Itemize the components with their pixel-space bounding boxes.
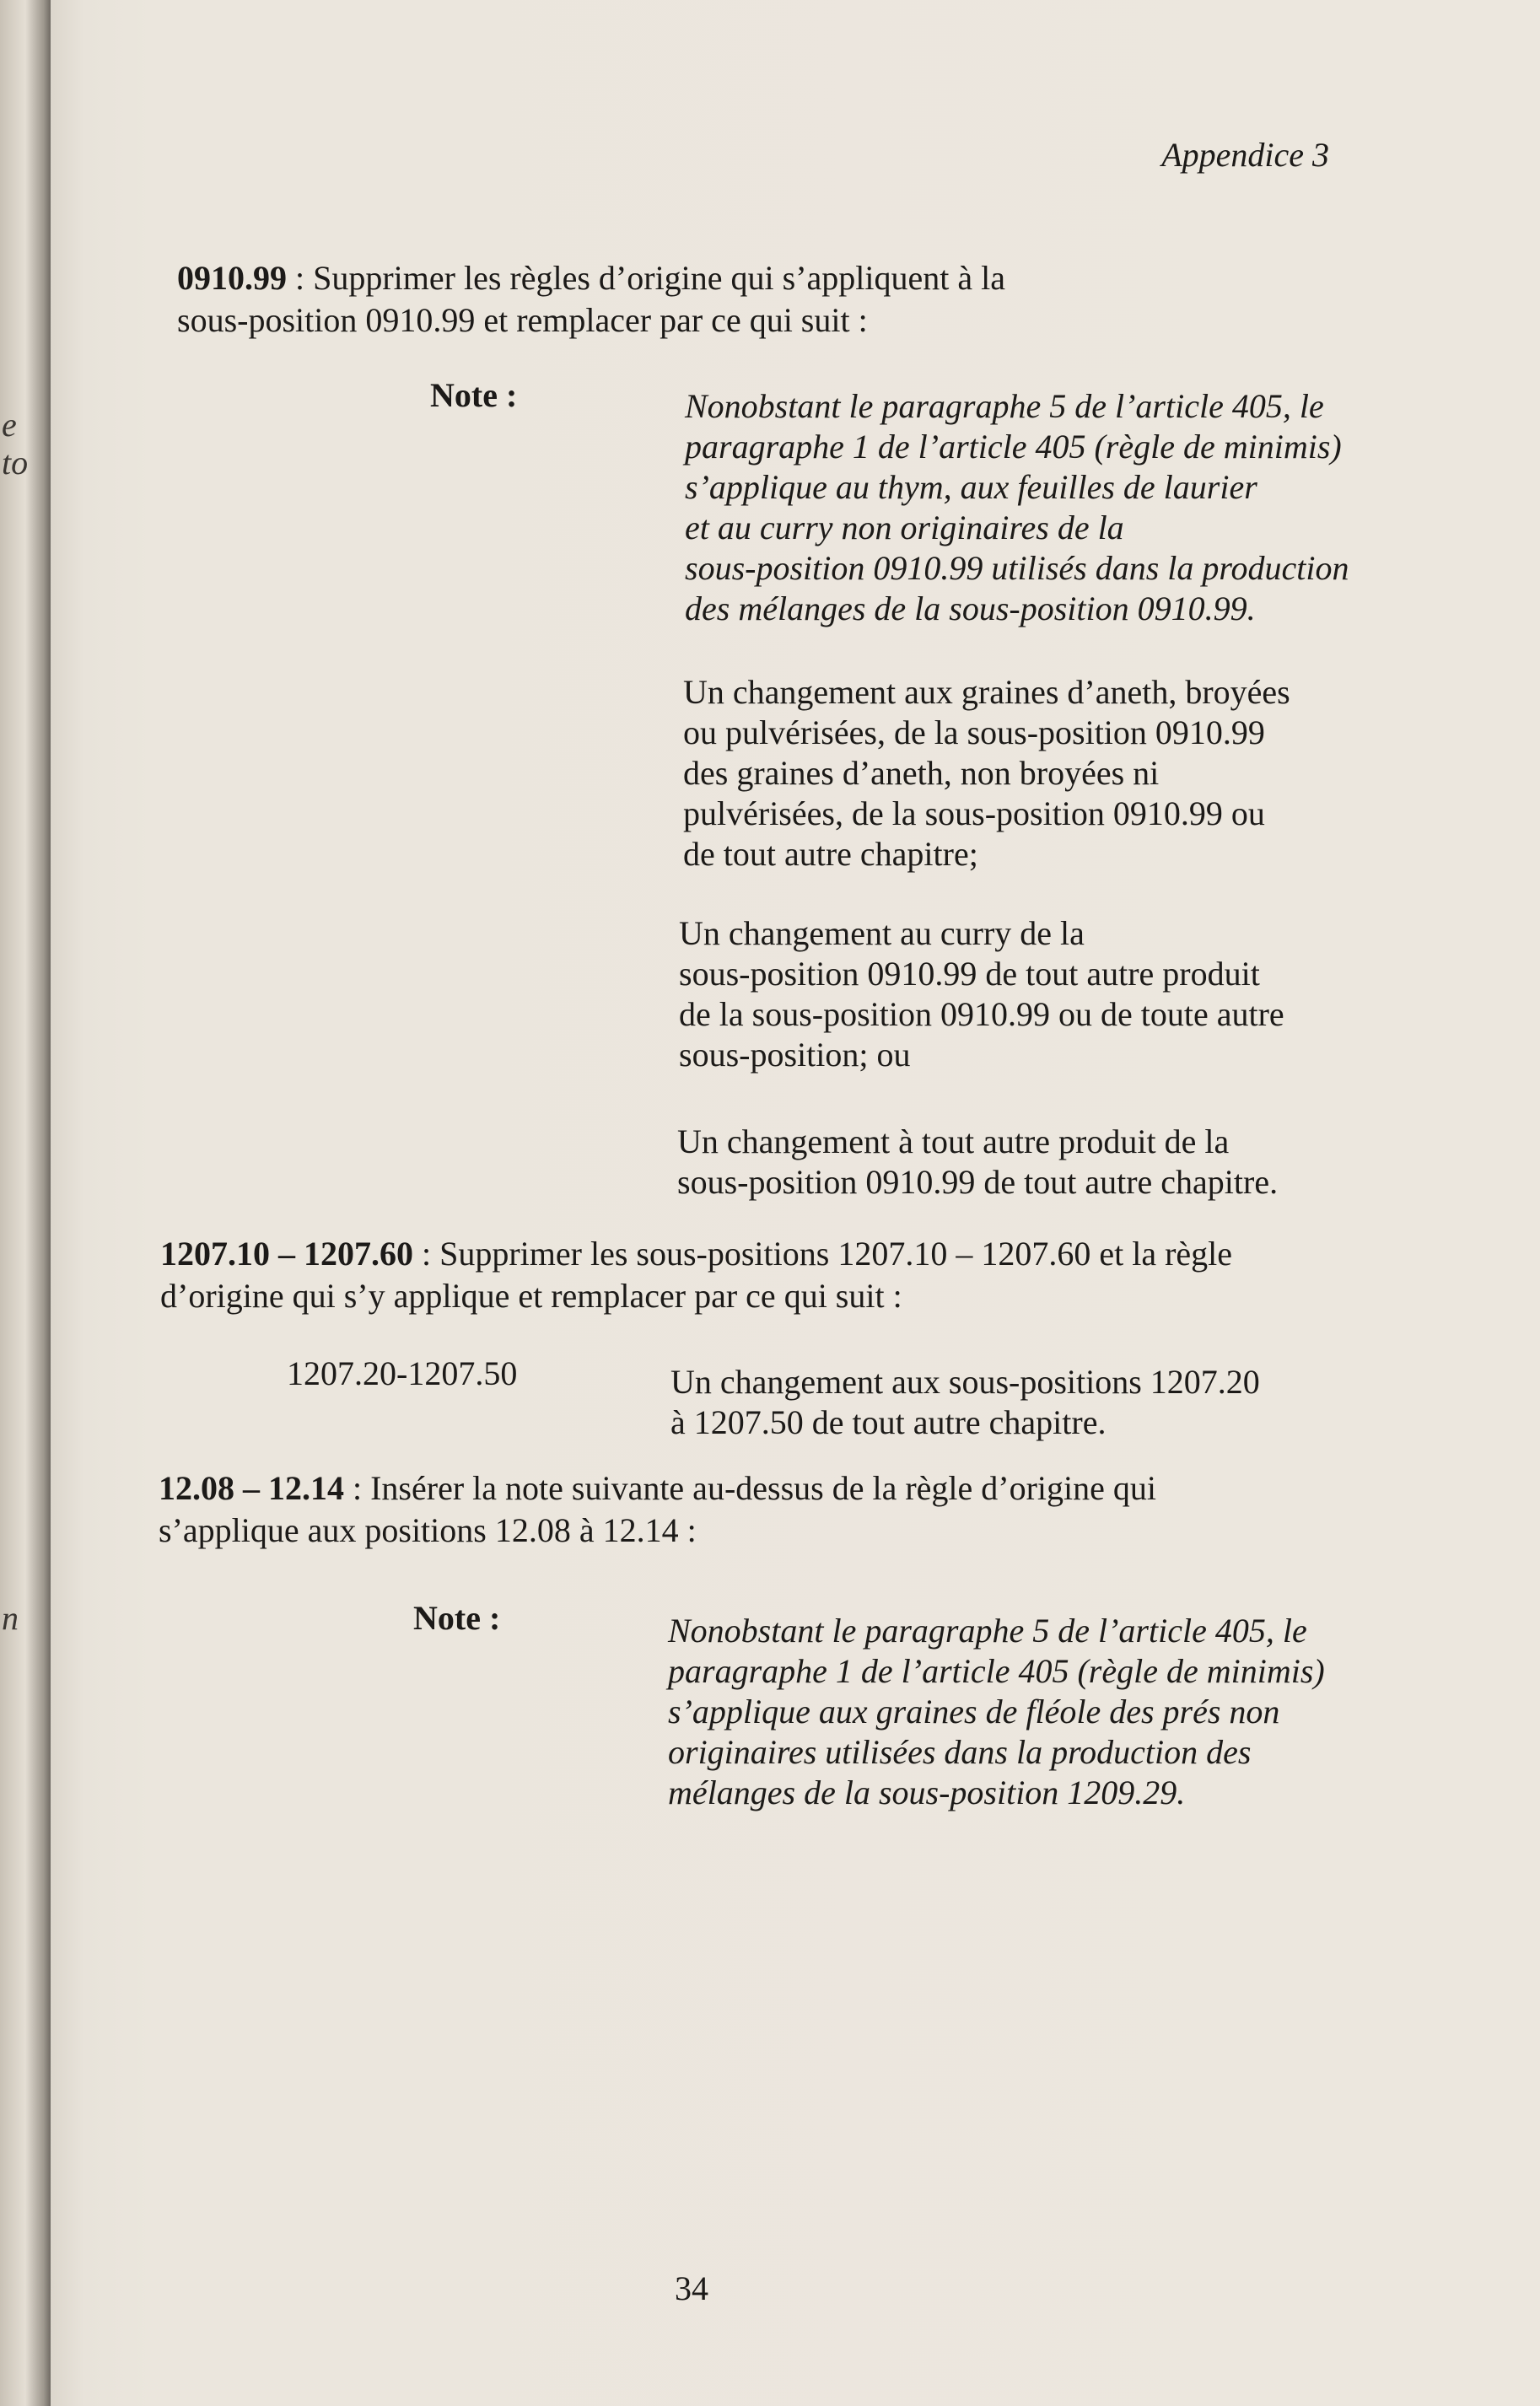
rule-line: ou pulvérisées, de la sous-position 0910.99 [683,713,1265,751]
rule-text: : Supprimer les sous-positions 1207.10 – 1207.60 et la règle [413,1235,1233,1273]
left-page-fragment: n [2,1599,19,1637]
note-line: et au curry non originaires de la [685,509,1124,546]
note-line: mélanges de la sous-position 1209.29. [668,1774,1186,1811]
note-line: Nonobstant le paragraphe 5 de l’article 405, le [685,387,1324,425]
rule-line: Un changement au curry de la [679,914,1085,952]
note-line: s’applique au thym, aux feuilles de laurier [685,468,1257,506]
note-text [668,1611,1325,1813]
rule-line: de la sous-position 0910.99 ou de toute autre [679,995,1284,1033]
rule-text: sous-position 0910.99 et remplacer par ce qui suit : [177,301,868,339]
rule-text: s’applique aux positions 12.08 à 12.14 : [159,1511,697,1549]
note-line: s’applique aux graines de fléole des prés non [668,1693,1280,1730]
document-page [51,0,1540,2406]
note-line: des mélanges de la sous-position 0910.99. [685,589,1256,627]
rule-line: de tout autre chapitre; [683,835,978,873]
rule-1207-heading [160,1233,1232,1317]
rule-change-2 [679,913,1284,1075]
book-spine [0,0,51,2406]
note-line: paragraphe 1 de l’article 405 (règle de minimis) [685,428,1342,466]
left-page-fragment: e [2,406,17,444]
rule-change-1207 [670,1362,1260,1443]
note-text [685,386,1349,629]
rule-line: Un changement aux sous-positions 1207.20 [670,1363,1260,1401]
left-page-fragment: to [2,444,29,482]
rule-change-1 [683,672,1290,875]
rule-0910-heading [177,257,1005,342]
rule-code: 1207.10 – 1207.60 [160,1235,413,1273]
rule-line: Un changement à tout autre produit de la [677,1122,1230,1160]
rule-line: sous-position 0910.99 de tout autre produit [679,955,1260,993]
rule-line: sous-position 0910.99 de tout autre chapitre. [677,1163,1279,1201]
rule-text: : Supprimer les règles d’origine qui s’appliquent à la [287,259,1006,297]
subheading-code: 1207.20-1207.50 [287,1354,518,1392]
rule-text: d’origine qui s’y applique et remplacer par ce qui suit : [160,1277,902,1315]
note-line: paragraphe 1 de l’article 405 (règle de minimis) [668,1652,1325,1690]
note-line: originaires utilisées dans la production des [668,1733,1252,1771]
note-label: Note : [430,376,518,414]
note-label: Note : [413,1599,501,1637]
page-header: Appendice 3 [1161,136,1329,174]
rule-text: : Insérer la note suivante au-dessus de la règle d’origine qui [344,1469,1157,1507]
rule-code: 0910.99 [177,259,287,297]
note-line: Nonobstant le paragraphe 5 de l’article 405, le [668,1612,1307,1650]
rule-line: des graines d’aneth, non broyées ni [683,754,1160,792]
rule-line: à 1207.50 de tout autre chapitre. [670,1403,1107,1441]
rule-line: Un changement aux graines d’aneth, broyées [683,673,1290,711]
rule-code: 12.08 – 12.14 [159,1469,344,1507]
rule-change-3 [677,1122,1278,1203]
rule-line: sous-position; ou [679,1036,911,1074]
page-number: 34 [675,2269,708,2307]
note-line: sous-position 0910.99 utilisés dans la production [685,549,1349,587]
rule-1208-heading [159,1467,1156,1552]
rule-line: pulvérisées, de la sous-position 0910.99 ou [683,794,1265,832]
